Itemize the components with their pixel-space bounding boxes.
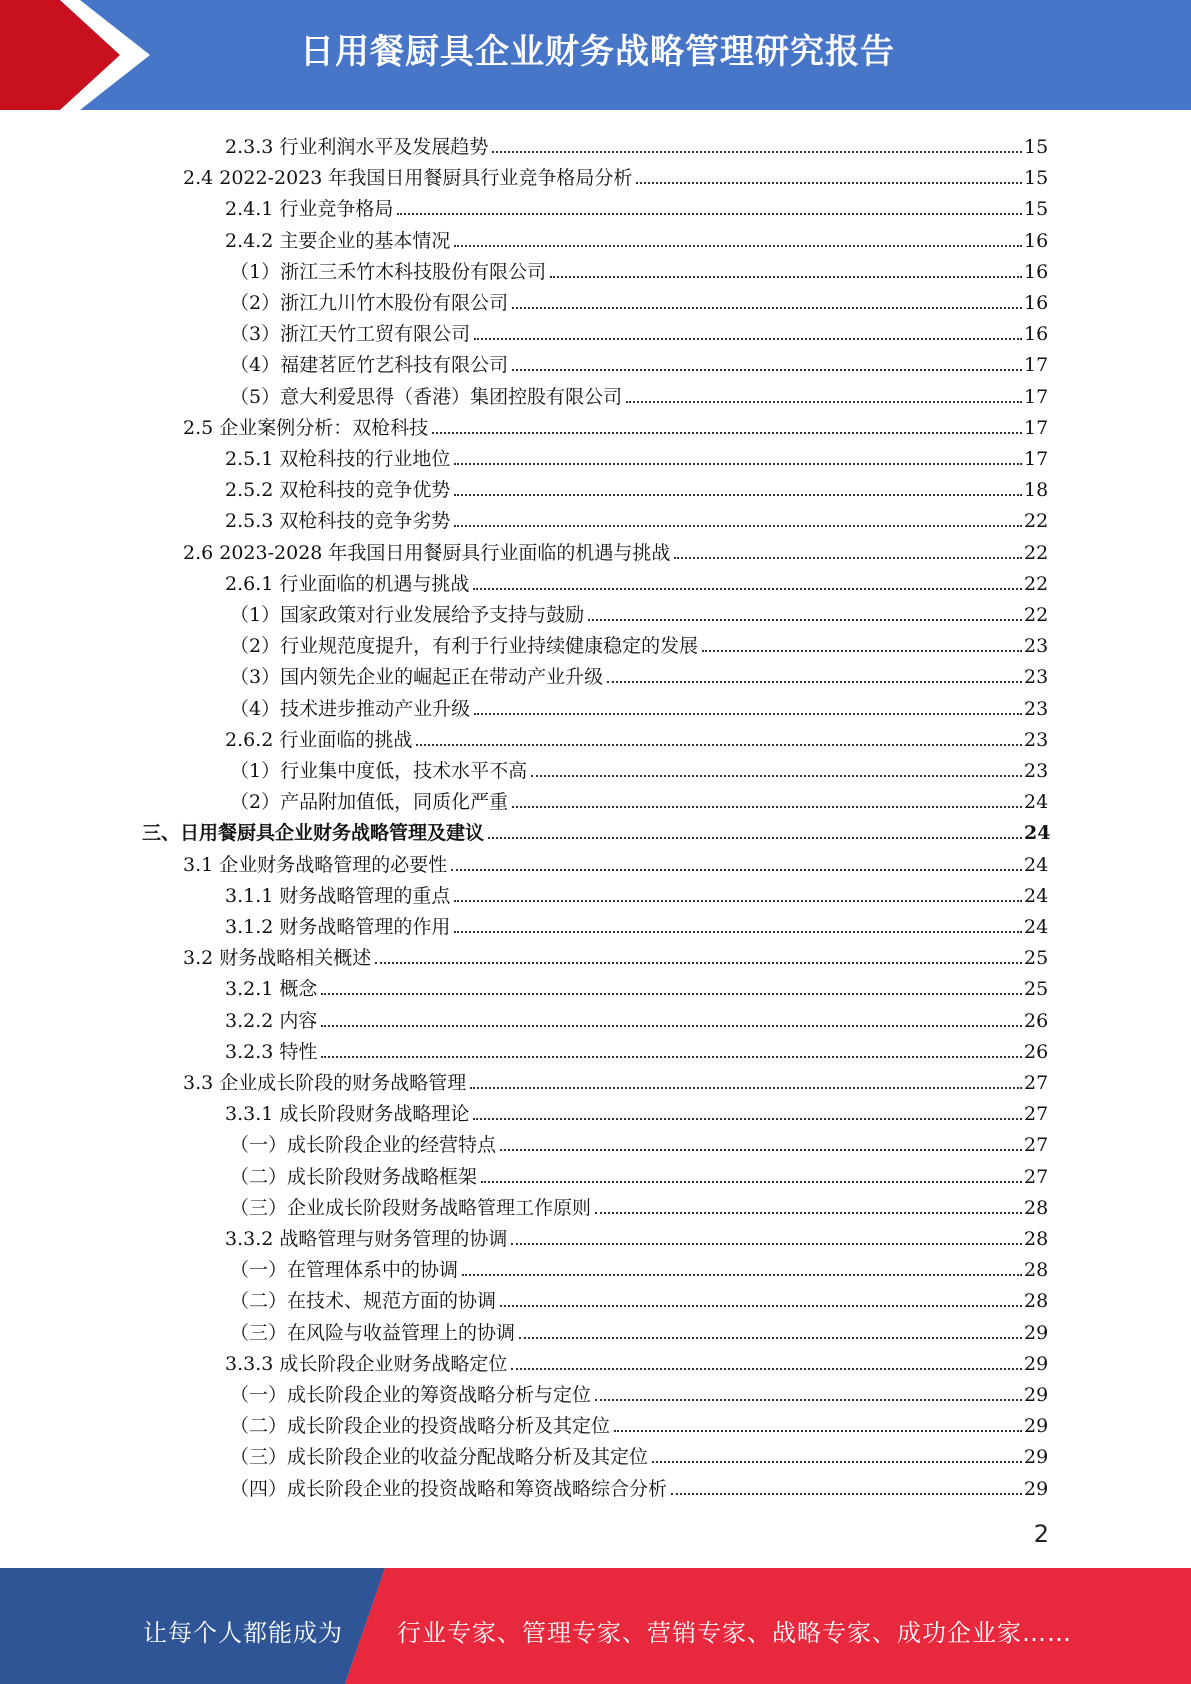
toc-entry-page: 17 — [1024, 416, 1049, 439]
toc-entry-title: （5）意大利爱思得（香港）集团控股有限公司 — [230, 385, 623, 408]
toc-leader-dots — [500, 1305, 1022, 1307]
toc-leader-dots — [614, 1430, 1022, 1432]
toc-entry[interactable] — [230, 1469, 1048, 1500]
toc-entry[interactable] — [230, 1250, 1048, 1281]
document-title: 日用餐厨具企业财务战略管理研究报告 — [300, 32, 895, 72]
toc-entry-page: 27 — [1024, 1103, 1049, 1126]
toc-entry-title: （3）浙江天竹工贸有限公司 — [230, 323, 471, 346]
toc-entry-title: 2.5.2 双枪科技的竞争优势 — [225, 479, 451, 502]
toc-entry-title: 2.4.2 主要企业的基本情况 — [225, 229, 451, 252]
toc-entry[interactable] — [230, 1157, 1048, 1188]
toc-entry[interactable] — [225, 1344, 1048, 1375]
toc-leader-dots — [470, 1087, 1022, 1089]
toc-leader-dots — [512, 369, 1022, 371]
page-number: 2 — [1033, 1520, 1049, 1548]
toc-entry[interactable] — [183, 158, 1048, 189]
toc-entry[interactable] — [183, 1063, 1048, 1094]
toc-entry-page: 15 — [1024, 198, 1049, 221]
toc-entry[interactable] — [225, 189, 1048, 220]
toc-entry[interactable] — [230, 782, 1048, 813]
toc-entry-title: 三、日用餐厨具企业财务战略管理及建议 — [142, 822, 485, 845]
toc-entry[interactable] — [142, 813, 1051, 845]
toc-entry-title: （一）在管理体系中的协调 — [230, 1259, 459, 1282]
toc-entry[interactable] — [230, 626, 1048, 657]
toc-entry-page: 23 — [1024, 728, 1049, 751]
toc-entry-page: 16 — [1024, 323, 1049, 346]
toc-leader-dots — [671, 1493, 1022, 1495]
toc-leader-dots — [454, 525, 1022, 527]
toc-leader-dots — [674, 557, 1022, 559]
toc-entry[interactable] — [225, 876, 1048, 907]
toc-entry-title: 2.5 企业案例分析：双枪科技 — [183, 416, 429, 439]
toc-entry-page: 17 — [1024, 354, 1049, 377]
toc-entry-page: 23 — [1024, 697, 1049, 720]
toc-entry-title: 3.2.1 概念 — [225, 978, 318, 1001]
toc-entry[interactable] — [230, 1188, 1048, 1219]
toc-entry-page: 29 — [1024, 1446, 1049, 1469]
toc-leader-dots — [588, 619, 1022, 621]
toc-entry[interactable] — [225, 439, 1048, 470]
toc-leader-dots — [454, 931, 1022, 933]
toc-entry-title: （1）浙江三禾竹木科技股份有限公司 — [230, 260, 547, 283]
toc-entry-page: 28 — [1024, 1259, 1049, 1282]
toc-leader-dots — [481, 1181, 1022, 1183]
toc-entry-title: 3.3.1 成长阶段财务战略理论 — [225, 1103, 470, 1126]
toc-leader-dots — [474, 713, 1022, 715]
toc-entry[interactable] — [225, 564, 1048, 595]
toc-entry[interactable] — [225, 1219, 1048, 1250]
toc-entry-page: 28 — [1024, 1290, 1049, 1313]
toc-leader-dots — [511, 1368, 1022, 1370]
toc-entry[interactable] — [230, 345, 1048, 376]
toc-leader-dots — [607, 681, 1022, 683]
toc-entry[interactable] — [225, 720, 1048, 751]
toc-leader-dots — [321, 1056, 1022, 1058]
toc-leader-dots — [519, 1337, 1022, 1339]
toc-entry-page: 27 — [1024, 1134, 1049, 1157]
toc-leader-dots — [492, 151, 1022, 153]
toc-entry-page: 23 — [1024, 666, 1049, 689]
toc-entry-title: 3.3 企业成长阶段的财务战略管理 — [183, 1072, 467, 1094]
toc-entry-title: 2.4.1 行业竞争格局 — [225, 198, 394, 221]
toc-leader-dots — [531, 775, 1022, 777]
toc-leader-dots — [454, 245, 1022, 247]
toc-entry[interactable] — [225, 221, 1048, 252]
toc-leader-dots — [550, 276, 1022, 278]
header-banner — [0, 0, 1191, 110]
toc-entry[interactable] — [230, 1281, 1048, 1312]
toc-entry-title: （四）成长阶段企业的投资战略和筹资战略综合分析 — [230, 1477, 668, 1500]
toc-entry-title: （一）成长阶段企业的经营特点 — [230, 1134, 497, 1157]
toc-entry[interactable] — [225, 470, 1048, 501]
toc-leader-dots — [454, 494, 1022, 496]
toc-entry[interactable] — [230, 1406, 1048, 1437]
toc-leader-dots — [626, 401, 1022, 403]
toc-entry-title: 2.5.1 双枪科技的行业地位 — [225, 448, 451, 470]
toc-leader-dots — [488, 837, 1022, 839]
toc-entry[interactable] — [230, 657, 1048, 688]
toc-leader-dots — [652, 1461, 1022, 1463]
toc-entry-page: 17 — [1024, 448, 1049, 470]
toc-entry-page: 22 — [1024, 572, 1049, 595]
toc-entry-title: 3.3.3 成长阶段企业财务战略定位 — [225, 1352, 508, 1375]
toc-leader-dots — [375, 962, 1022, 964]
toc-entry-title: 2.3.3 行业利润水平及发展趋势 — [225, 136, 489, 158]
toc-entry-title: （4）技术进步推动产业升级 — [230, 697, 471, 720]
toc-entry-title: （三）成长阶段企业的收益分配战略分析及其定位 — [230, 1446, 649, 1469]
toc-entry-title: （二）成长阶段企业的投资战略分析及其定位 — [230, 1415, 611, 1438]
toc-entry-page: 23 — [1024, 635, 1049, 658]
toc-entry-page: 29 — [1024, 1477, 1049, 1500]
toc-entry-title: 2.4 2022-2023 年我国日用餐厨具行业竞争格局分析 — [183, 167, 633, 190]
toc-entry[interactable] — [183, 533, 1048, 564]
toc-entry[interactable] — [225, 907, 1048, 938]
toc-entry-title: （2）产品附加值低，同质化严重 — [230, 791, 509, 814]
toc-entry[interactable] — [230, 252, 1048, 283]
toc-entry-title: 3.1.1 财务战略管理的重点 — [225, 884, 451, 907]
toc-entry-page: 24 — [1024, 822, 1051, 845]
toc-entry[interactable] — [230, 595, 1048, 626]
toc-entry-page: 22 — [1024, 604, 1049, 626]
toc-entry[interactable] — [225, 1094, 1048, 1125]
toc-entry-page: 29 — [1024, 1321, 1049, 1344]
toc-entry-title: （3）国内领先企业的崛起正在带动产业升级 — [230, 666, 604, 689]
toc-leader-dots — [397, 213, 1022, 215]
toc-leader-dots — [595, 1212, 1022, 1214]
toc-entry-page: 24 — [1024, 791, 1049, 814]
toc-entry[interactable] — [225, 1001, 1048, 1032]
toc-leader-dots — [432, 432, 1022, 434]
toc-entry-title: 3.2.3 特性 — [225, 1040, 318, 1063]
toc-entry-title: （1）行业集中度低，技术水平不高 — [230, 760, 528, 782]
toc-entry-page: 18 — [1024, 479, 1049, 502]
toc-entry[interactable] — [230, 1313, 1048, 1344]
toc-leader-dots — [511, 1243, 1022, 1245]
toc-entry-title: 2.6 2023-2028 年我国日用餐厨具行业面临的机遇与挑战 — [183, 541, 671, 564]
toc-entry-title: （三）在风险与收益管理上的协调 — [230, 1321, 516, 1344]
toc-entry-title: 3.1.2 财务战略管理的作用 — [225, 916, 451, 938]
toc-entry-page: 16 — [1024, 229, 1049, 252]
toc-entry-page: 24 — [1024, 916, 1049, 938]
toc-entry-title: 3.2 财务战略相关概述 — [183, 947, 372, 970]
toc-entry-page: 29 — [1024, 1415, 1049, 1438]
toc-entry-title: （三）企业成长阶段财务战略管理工作原则 — [230, 1196, 592, 1219]
toc-leader-dots — [451, 869, 1022, 871]
toc-entry-page: 29 — [1024, 1384, 1049, 1406]
toc-entry-title: （二）成长阶段财务战略框架 — [230, 1165, 478, 1188]
toc-leader-dots — [416, 744, 1022, 746]
toc-entry[interactable] — [225, 127, 1048, 158]
toc-entry[interactable] — [230, 1437, 1048, 1468]
toc-entry-title: （2）浙江九川竹木股份有限公司 — [230, 292, 509, 314]
toc-leader-dots — [512, 806, 1022, 808]
toc-leader-dots — [473, 588, 1022, 590]
toc-entry-page: 25 — [1024, 978, 1049, 1001]
toc-leader-dots — [702, 650, 1022, 652]
toc-entry[interactable] — [183, 408, 1048, 439]
toc-entry-page: 24 — [1024, 884, 1049, 907]
toc-leader-dots — [462, 1274, 1022, 1276]
toc-leader-dots — [474, 338, 1022, 340]
toc-entry[interactable] — [230, 1375, 1048, 1406]
toc-leader-dots — [595, 1399, 1022, 1401]
toc-entry-title: （2）行业规范度提升，有利于行业持续健康稳定的发展 — [230, 635, 699, 658]
toc-entry-page: 15 — [1024, 167, 1049, 190]
toc-entry[interactable] — [230, 314, 1048, 345]
toc-entry[interactable] — [230, 283, 1048, 314]
toc-entry-title: （4）福建茗匠竹艺科技有限公司 — [230, 354, 509, 377]
toc-entry-page: 25 — [1024, 947, 1049, 970]
toc-entry-page: 26 — [1024, 1009, 1049, 1032]
toc-entry[interactable] — [183, 845, 1048, 876]
toc-leader-dots — [512, 307, 1022, 309]
footer-slogan-left: 让每个人都能成为 — [143, 1619, 343, 1647]
toc-entry-page: 22 — [1024, 510, 1049, 533]
toc-entry[interactable] — [225, 1032, 1048, 1063]
footer-banner — [0, 1568, 1191, 1684]
toc-entry-page: 22 — [1024, 541, 1049, 564]
toc-entry-title: （一）成长阶段企业的筹资战略分析与定位 — [230, 1384, 592, 1406]
toc-entry-page: 29 — [1024, 1352, 1049, 1375]
footer-slogan-right: 行业专家、管理专家、营销专家、战略专家、成功企业家…… — [397, 1619, 1072, 1647]
toc-entry-title: （二）在技术、规范方面的协调 — [230, 1290, 497, 1313]
toc-leader-dots — [500, 1149, 1022, 1151]
toc-entry-title: 3.3.2 战略管理与财务管理的协调 — [225, 1228, 508, 1250]
toc-entry-page: 15 — [1024, 136, 1049, 158]
toc-entry-page: 16 — [1024, 260, 1049, 283]
toc-leader-dots — [321, 993, 1022, 995]
toc-entry-title: 2.5.3 双枪科技的竞争劣势 — [225, 510, 451, 533]
toc-entry[interactable] — [230, 377, 1048, 408]
toc-entry-page: 27 — [1024, 1072, 1049, 1094]
toc-leader-dots — [473, 1118, 1022, 1120]
toc-leader-dots — [454, 463, 1022, 465]
toc-entry-page: 28 — [1024, 1228, 1049, 1250]
toc-leader-dots — [321, 1025, 1022, 1027]
toc-entry-title: 2.6.1 行业面临的机遇与挑战 — [225, 572, 470, 595]
toc-entry[interactable] — [225, 969, 1048, 1000]
toc-entry-page: 27 — [1024, 1165, 1049, 1188]
toc-entry[interactable] — [230, 751, 1048, 782]
toc-entry[interactable] — [230, 1125, 1048, 1156]
toc-entry-page: 17 — [1024, 385, 1049, 408]
toc-leader-dots — [454, 900, 1022, 902]
toc-entry-page: 16 — [1024, 292, 1049, 314]
toc-leader-dots — [636, 182, 1022, 184]
toc-entry-title: 3.2.2 内容 — [225, 1009, 318, 1032]
toc-entry-title: 3.1 企业财务战略管理的必要性 — [183, 853, 448, 876]
toc-entry[interactable] — [230, 689, 1048, 720]
toc-entry-page: 24 — [1024, 853, 1049, 876]
toc-entry-page: 28 — [1024, 1196, 1049, 1219]
toc-entry-title: 2.6.2 行业面临的挑战 — [225, 728, 413, 751]
toc-entry[interactable] — [183, 938, 1048, 969]
toc-entry-page: 23 — [1024, 760, 1049, 782]
toc-entry-title: （1）国家政策对行业发展给予支持与鼓励 — [230, 604, 585, 626]
toc-entry-page: 26 — [1024, 1040, 1049, 1063]
toc-entry[interactable] — [225, 501, 1048, 532]
